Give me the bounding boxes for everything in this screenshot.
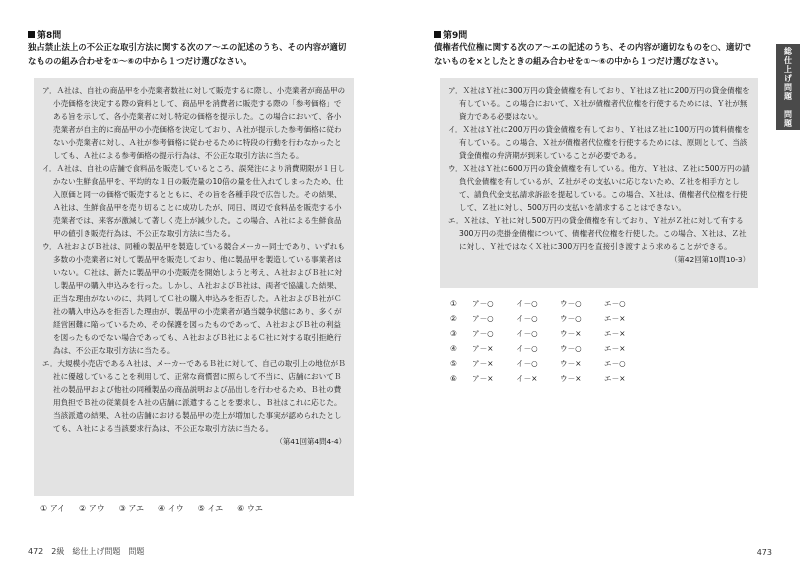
option-row: ④ ア－× イ－○ ウ－○ エ－× [450, 344, 626, 353]
citation: （第41回第4問4-4） [275, 437, 346, 446]
page-number: 473 [756, 548, 772, 557]
question-stem [28, 40, 388, 68]
option: ⑤ イエ [197, 504, 224, 513]
statements-box [440, 78, 758, 288]
side-tab: 総仕上げ問題 問題 [776, 44, 800, 130]
statement-e: エ．Ｘ社は、Ｙ社に対し500万円の貸金債権を有しており、Ｙ社がＺ社に対して有する300万円の売掛金債権について、債権者代位権を行使した。この場合、Ｘ社は、Ｚ社に対し、Ｙ社ではなくＸ社に300万円を直接引き渡すよう求めることができる。 [448, 216, 747, 251]
stem-line: ないものを×としたときの組み合わせを①〜⑥の中から１つだけ選びなさい。 [434, 56, 724, 66]
citation: （第42回第10問10-3） [670, 255, 750, 264]
option: ④ イウ [158, 504, 184, 513]
stem-line: なものの組み合わせを①〜⑥の中から１つだけ選びなさい。 [28, 56, 252, 66]
option: ② アウ [79, 504, 105, 513]
statement-e: エ．大規模小売店であるＡ社は、メーカーであるＢ社に対して、自己の取引上の地位がＢ社に優越していることを利用して、正常な商慣習に照らして不当に、店舗においてＢ社の製品甲および他社の同種製品の商品説明および品出しを行わせるため、Ｂ社の費用負担でＢ社の従業員をＡ社の店舗に派遣することを要求し、Ｂ社はこれに応じた。当該派遣の結果、Ａ社の店舗における製品甲の売上が増加した事実が認められたとしても、Ａ社による当該要求行為は、不公正な取引方法に当たる。 [42, 359, 346, 433]
option: ③ アエ [118, 504, 145, 513]
statements-box [34, 78, 354, 496]
statement-u: ウ．Ａ社およびＢ社は、同種の製品甲を製造している競合メーカー同士であり、いずれも多数の小売業者に対して製品甲を販売しており、他に製品甲を製造している事業者はいない。Ｃ社は、新たに製品甲の小売販売を開始しようと考え、Ａ社およびＢ社に対し製品甲の購入申込みを行った。しかし、Ａ社およびＢ社は、両者で協議した結果、正当な理由がないのに、共同してＣ社の購入申込みを拒否した。Ａ社およびＢ社がＣ社の購入申込みを拒否した理由が、製品甲の小売業者が過当競争状態にあり、多くが経営困難に陥っているため、その保護を図ったものであって、Ａ社およびＢ社の利益を図ったものでない場合であっても、Ａ社およびＢ社によるＣ社に対する取引拒絶行為は、不公正な取引方法に当たる。 [42, 242, 345, 355]
statement-a: ア．Ｘ社はＹ社に300万円の貸金債権を有しており、Ｙ社はＺ社に200万円の貸金債権を有している。この場合において、Ｘ社が債権者代位権を行使するためには、Ｙ社が無資力である必要はない。 [448, 86, 750, 121]
answer-options [40, 503, 263, 514]
statement-a: ア．Ａ社は、自社の商品甲を小売業者数社に対して販売するに際し、小売業者が商品甲の小売価格を決定する際の資料として、商品甲を消費者に販売する際の「参考価格」である旨を示して、各小売業者に対し特定の価格を提示した。この場合において、各小売業者が自主的に商品甲の小売価格を決定しており、Ａ社が提示した参考価格に従わない小売業者に対し、Ａ社が参考価格に従わせるために特段の行動を行わなかったとしても、Ａ社による参考価格の提示行為は、不公正な取引方法に当たる。 [42, 86, 346, 160]
answer-options [450, 296, 648, 386]
question-number: 第9問 [443, 31, 468, 41]
option: ① アイ [40, 504, 65, 513]
statement-i: イ．Ｘ社はＹ社に200万円の貸金債権を有しており、Ｙ社はＺ社に100万円の賃料債権を有している。この場合、Ｘ社が債権者代位権を行使するためには、原則として、当該貸金債権の弁済期が到来していることが必要である。 [448, 125, 750, 160]
stem-line: 独占禁止法上の不公正な取引方法に関する次のア〜エの記述のうち、その内容が適切 [28, 42, 347, 52]
question-number: 第8問 [37, 31, 62, 41]
option: ⑥ ウエ [237, 504, 263, 513]
square-icon [434, 31, 441, 38]
option-row: ② ア－○ イ－○ ウ－○ エ－× [450, 314, 626, 323]
question-stem [434, 40, 774, 68]
stem-line: 債権者代位権に関する次のア〜エの記述のうち、その内容が適切なものを○、適切で [434, 42, 752, 52]
option-row: ① ア－○ イ－○ ウ－○ エ－○ [450, 299, 626, 308]
right-page [400, 0, 800, 567]
option-row: ③ ア－○ イ－○ ウ－× エ－× [450, 329, 626, 338]
statement-u: ウ．Ｘ社はＹ社に600万円の貸金債権を有している。他方、Ｙ社は、Ｚ社に500万円の請負代金債権を有しているが、Ｚ社がその支払いに応じないため、Ｚ社を相手方として、請負代金支払請求訴訟を提起している。この場合、Ｘ社は、債権者代位権を行使して、Ｚ社に対し、500万円の支払いを請求することはできない。 [448, 164, 750, 212]
square-icon [28, 31, 35, 38]
page-footer: 472 2級 総仕上げ問題 問題 [28, 547, 145, 556]
option-row: ⑥ ア－× イ－× ウ－× エ－× [450, 374, 626, 383]
option-row: ⑤ ア－× イ－○ ウ－× エ－○ [450, 359, 626, 368]
statement-i: イ．Ａ社は、自社の店舗で食料品を販売しているところ、誤発注により消費期限が１日しかない生鮮食品甲を、平均的な１日の販売量の10倍の量を仕入れてしまったため、仕入原価と同一の価格で販売するとともに、その旨を各種手段で広告した。その結果、Ａ社は、生鮮食品甲を売り切ることに成功したが、同日、周辺で食料品を販売する小売業者では、来客が激減して著しく売上が減少した。この場合、Ａ社による生鮮食品甲の値引き販売行為は、不公正な取引方法に当たる。 [42, 164, 346, 238]
